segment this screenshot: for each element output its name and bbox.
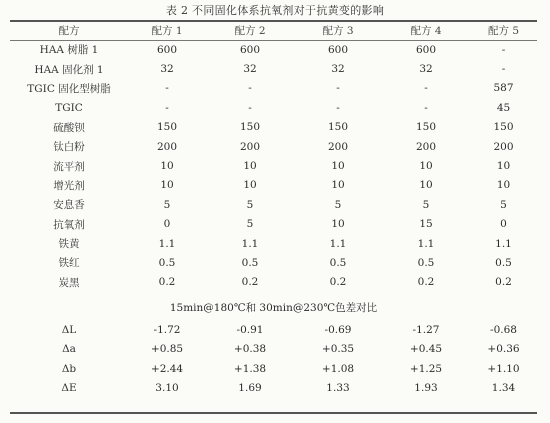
table-cell: 600 [156,43,178,56]
table-cell: 32 [331,63,345,76]
table-row [10,215,537,234]
table-cell: 0.2 [241,276,259,289]
table-cell: 0.5 [417,256,435,269]
table-cell: 10 [496,179,511,192]
table-cell: -0.68 [490,323,517,336]
table-row [10,156,537,175]
table-cell: +1.08 [321,362,355,375]
table-row [10,79,537,98]
table-cell: 0.2 [158,276,176,289]
table-cell: 200 [415,140,437,153]
table-cell: -0.91 [236,323,264,336]
table-cell: 10 [243,160,257,173]
table-row [10,118,537,137]
color-difference-row [10,378,537,397]
table-cell: 10 [331,179,345,192]
table-cell: 5 [163,198,171,211]
table-cell: 15 [419,218,433,231]
formulation-table [10,20,537,398]
row-label: ΔL [61,323,77,336]
table-cell: 0.5 [329,256,347,269]
table-row [10,253,537,272]
row-label: Δa [62,343,76,356]
table-cell: 10 [496,160,511,173]
table-cell: - [501,63,506,76]
table-row [10,234,537,253]
table-cell: 10 [419,160,433,173]
header-row [10,20,537,40]
table-cell: +1.25 [409,362,443,375]
table-cell: 45 [496,101,511,114]
table-cell: - [165,101,169,114]
table-cell: 5 [334,198,342,211]
table-cell: 1.1 [495,237,512,250]
table-row [10,273,537,292]
table-cell: 0.5 [241,256,259,269]
row-label: TGIC [55,101,83,114]
table-cell: 3.10 [155,381,179,394]
table-cell: +2.44 [150,362,184,375]
color-difference-row [10,359,537,378]
table-cell: +0.38 [233,343,267,356]
row-label: TGIC 固化型树脂 [27,82,111,95]
table-row [10,137,537,156]
table-cell: 150 [493,121,514,134]
row-label: 增光剂 [53,179,85,192]
table-cell: 5 [246,198,254,211]
table-cell: 0.5 [495,256,512,269]
table-cell: - [424,101,428,114]
table-cell: 200 [493,140,514,153]
table-cell: +0.36 [487,343,520,356]
table-row [10,195,537,214]
color-difference-row [10,320,537,339]
row-label: HAA 树脂 1 [39,44,99,57]
table-cell: 150 [415,121,437,134]
table-cell: 10 [331,218,345,231]
table-cell: 200 [239,140,261,153]
row-label: 钛白粉 [53,141,85,154]
table-cell: - [501,43,506,56]
table-cell: - [165,82,169,95]
table-cell: +0.35 [321,343,355,356]
table-cell: +1.10 [487,362,520,375]
table-cell: - [248,82,252,95]
row-label: 安息香 [53,199,85,212]
color-difference-note: 15min@180℃和 30min@230℃色差对比 [169,301,378,314]
table-cell: 32 [160,63,174,76]
table-cell: 600 [327,43,349,56]
table-cell: 1.1 [158,237,176,250]
row-label: 铁黄 [58,238,80,251]
row-label: 硫酸钡 [53,121,85,134]
table-cell: - [424,82,428,95]
table-cell: 10 [160,179,174,192]
table-row [10,98,537,117]
row-label: 抗氧剂 [53,218,85,231]
table-cell: 5 [246,218,254,231]
table-cell: 600 [415,43,437,56]
table-cell: 0.5 [158,256,176,269]
table-cell: 1.1 [329,237,347,250]
table-cell: 10 [331,160,345,173]
table-cell: 10 [419,179,433,192]
table-cell: +0.85 [150,343,184,356]
bottom-rule [10,412,537,414]
table-row [10,40,537,59]
table-cell: 600 [239,43,261,56]
table-cell: 150 [327,121,349,134]
table-cell: +1.38 [233,362,267,375]
table-cell: 10 [160,160,174,173]
table-cell: 5 [500,198,507,211]
table-cell: -1.27 [412,323,440,336]
table-cell: -0.69 [324,323,352,336]
table-cell: 150 [239,121,261,134]
table-cell: 1.1 [417,237,435,250]
table-cell: 587 [493,82,514,95]
row-label: ΔE [61,381,77,394]
table-cell: -1.72 [153,323,181,336]
table-cell: 0.2 [329,276,347,289]
table-cell: 32 [419,63,433,76]
table-title: 表 2 不同固化体系抗氧剂对于抗黄变的影响 [165,4,385,17]
column-header: 配方 1 [151,24,183,37]
table-cell: 1.93 [414,381,438,394]
note-row [10,292,537,320]
row-label: 炭黑 [58,276,80,289]
table-cell: - [248,101,252,114]
row-label: 流平剂 [53,160,85,173]
table-row [10,176,537,195]
table-cell: 0.2 [495,276,512,289]
column-header: 配方 4 [410,24,442,37]
table-cell: 32 [243,63,257,76]
column-header: 配方 2 [234,24,266,37]
column-header: 配方 5 [487,24,520,37]
table-row [10,59,537,78]
table-cell: 1.1 [241,237,259,250]
column-header: 配方 3 [322,24,354,37]
row-label: Δb [61,362,77,375]
color-difference-row [10,339,537,358]
column-header: 配方 [58,24,80,37]
table-cell: 0 [500,218,507,231]
table-cell: 200 [327,140,349,153]
table-cell: 1.33 [326,381,350,394]
table-cell: - [336,101,340,114]
table-cell: 150 [156,121,178,134]
table-cell: 10 [243,179,257,192]
table-cell: 5 [422,198,430,211]
row-label: 铁红 [58,257,80,270]
table-cell: 200 [156,140,178,153]
table-cell: 0 [163,218,171,231]
table-cell: 1.69 [238,381,262,394]
table-cell: 1.34 [491,381,516,394]
table-cell: - [336,82,340,95]
row-label: HAA 固化剂 1 [34,63,104,76]
table-cell: +0.45 [409,343,443,356]
table-cell: 0.2 [417,276,435,289]
